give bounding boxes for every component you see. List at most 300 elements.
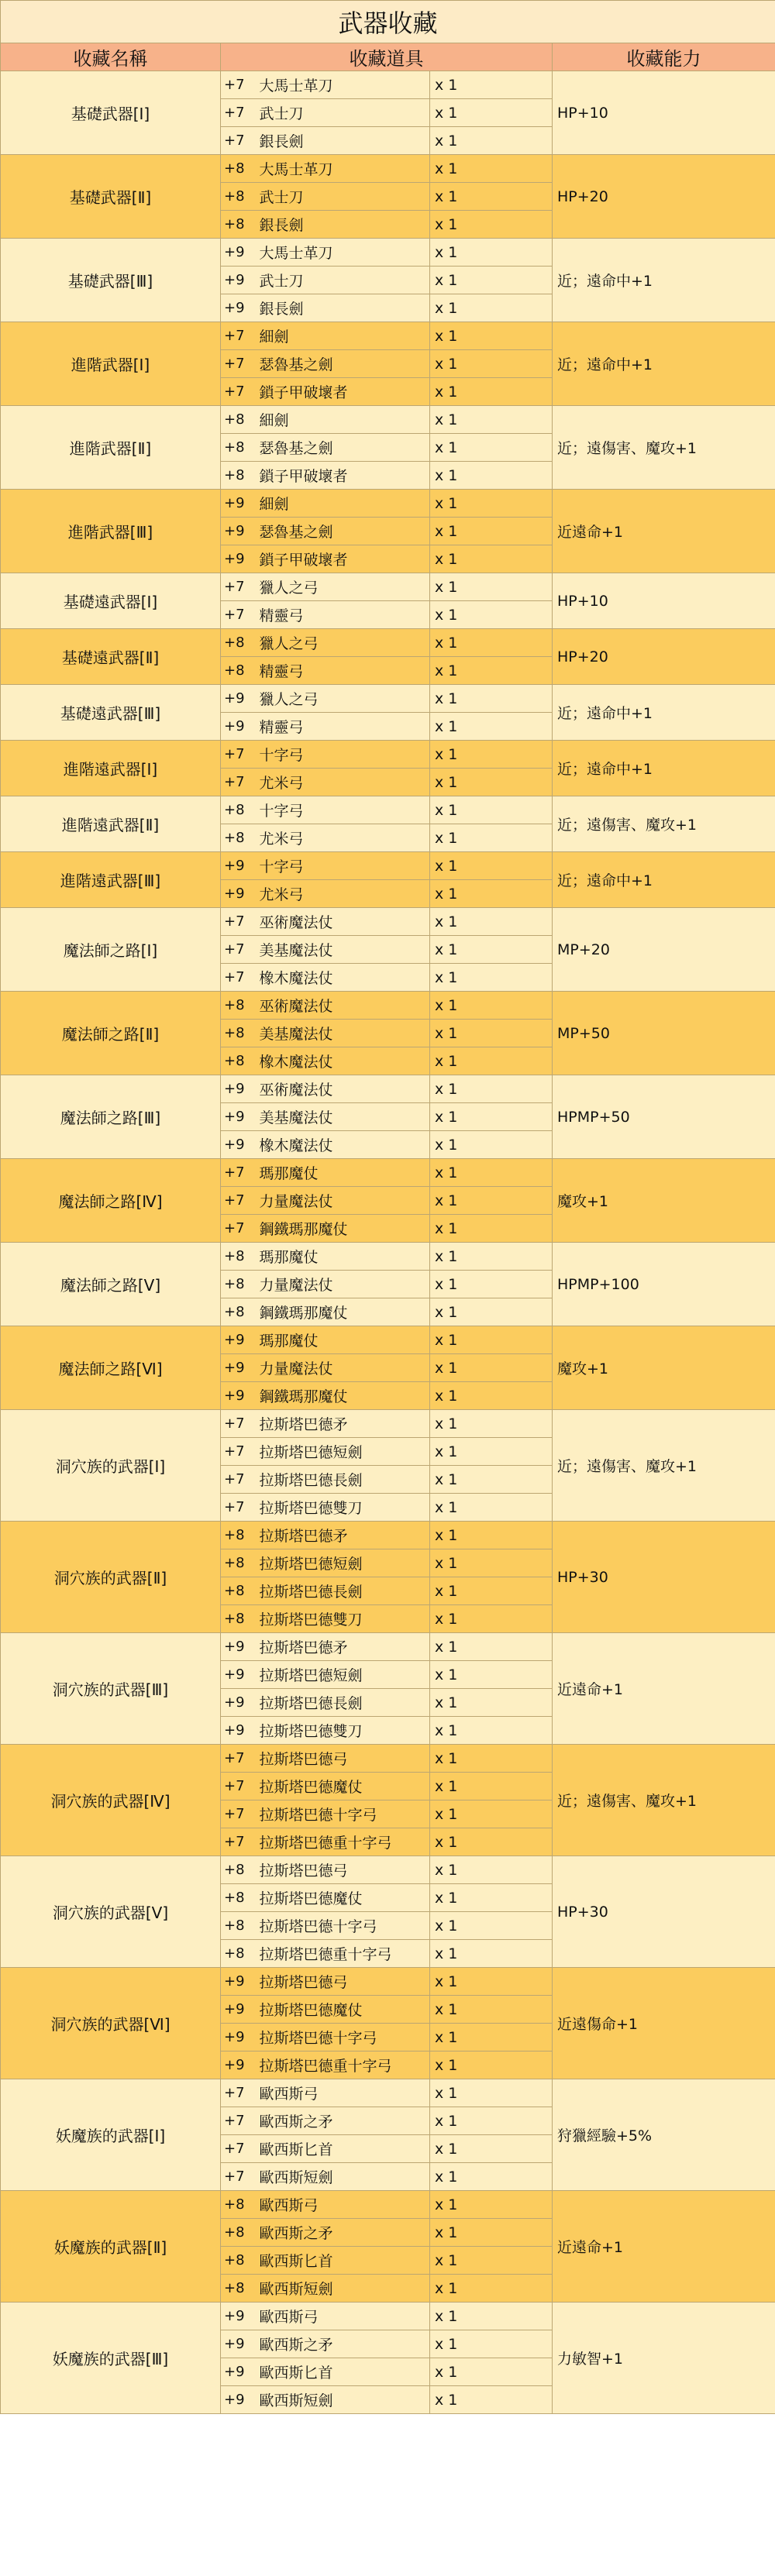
item-quantity: x 1	[430, 1912, 553, 1940]
collection-name: 魔法師之路[Ⅰ]	[1, 908, 221, 992]
table-row	[1, 155, 775, 183]
item-name: 細劍	[255, 490, 430, 518]
item-name: 拉斯塔巴德雙刀	[255, 1717, 430, 1745]
item-name: 歐西斯短劍	[255, 2275, 430, 2303]
item-enchant-level: +7	[221, 1828, 255, 1856]
item-name: 銀長劍	[255, 211, 430, 239]
item-quantity: x 1	[430, 2303, 553, 2330]
collection-ability: 近遠命+1	[553, 490, 775, 573]
item-name: 鎖子甲破壞者	[255, 462, 430, 490]
item-name: 巫術魔法仗	[255, 908, 430, 936]
collection-ability: HP+30	[553, 1856, 775, 1968]
item-name: 武士刀	[255, 183, 430, 211]
item-enchant-level: +9	[221, 239, 255, 267]
item-enchant-level: +8	[221, 1549, 255, 1577]
item-enchant-level: +7	[221, 601, 255, 629]
item-enchant-level: +9	[221, 1996, 255, 2024]
item-name: 精靈弓	[255, 713, 430, 741]
item-enchant-level: +8	[221, 1940, 255, 1968]
item-quantity: x 1	[430, 71, 553, 99]
item-name: 拉斯塔巴德弓	[255, 1745, 430, 1773]
item-quantity: x 1	[430, 1243, 553, 1271]
item-quantity: x 1	[430, 2247, 553, 2275]
collection-name: 進階武器[Ⅰ]	[1, 322, 221, 406]
item-enchant-level: +9	[221, 518, 255, 545]
item-name: 十字弓	[255, 796, 430, 824]
table-row	[1, 1075, 775, 1103]
item-quantity: x 1	[430, 1382, 553, 1410]
item-name: 瑟魯基之劍	[255, 518, 430, 545]
collection-ability: 近遠命+1	[553, 1633, 775, 1745]
collection-ability: HP+10	[553, 573, 775, 629]
item-quantity: x 1	[430, 462, 553, 490]
item-name: 尤米弓	[255, 769, 430, 796]
item-enchant-level: +9	[221, 1103, 255, 1131]
item-name: 尤米弓	[255, 824, 430, 852]
item-enchant-level: +9	[221, 1326, 255, 1354]
item-quantity: x 1	[430, 1187, 553, 1215]
collection-ability: 力敏智+1	[553, 2303, 775, 2414]
item-name: 拉斯塔巴德十字弓	[255, 1912, 430, 1940]
item-quantity: x 1	[430, 1271, 553, 1298]
item-name: 拉斯塔巴德長劍	[255, 1689, 430, 1717]
item-quantity: x 1	[430, 267, 553, 294]
item-quantity: x 1	[430, 518, 553, 545]
item-quantity: x 1	[430, 1159, 553, 1187]
item-name: 鋼鐵瑪那魔仗	[255, 1298, 430, 1326]
item-quantity: x 1	[430, 378, 553, 406]
item-name: 銀長劍	[255, 294, 430, 322]
item-name: 細劍	[255, 322, 430, 350]
item-quantity: x 1	[430, 2163, 553, 2191]
item-name: 細劍	[255, 406, 430, 434]
item-quantity: x 1	[430, 1605, 553, 1633]
item-enchant-level: +9	[221, 1661, 255, 1689]
collection-name: 進階遠武器[Ⅲ]	[1, 852, 221, 908]
item-name: 鋼鐵瑪那魔仗	[255, 1382, 430, 1410]
table-row	[1, 71, 775, 99]
item-name: 歐西斯匕首	[255, 2358, 430, 2386]
table-row	[1, 796, 775, 824]
collection-ability: HP+20	[553, 155, 775, 239]
item-name: 精靈弓	[255, 601, 430, 629]
item-quantity: x 1	[430, 936, 553, 964]
collection-name: 洞穴族的武器[Ⅲ]	[1, 1633, 221, 1745]
item-enchant-level: +8	[221, 183, 255, 211]
item-quantity: x 1	[430, 545, 553, 573]
item-enchant-level: +9	[221, 713, 255, 741]
item-enchant-level: +8	[221, 406, 255, 434]
collection-ability: 近；遠傷害、魔攻+1	[553, 1410, 775, 1522]
item-enchant-level: +7	[221, 71, 255, 99]
item-enchant-level: +9	[221, 545, 255, 573]
item-name: 大馬士革刀	[255, 239, 430, 267]
item-quantity: x 1	[430, 2275, 553, 2303]
column-header-items: 收藏道具	[221, 43, 553, 71]
item-quantity: x 1	[430, 1326, 553, 1354]
collection-name: 進階遠武器[Ⅱ]	[1, 796, 221, 852]
item-enchant-level: +7	[221, 964, 255, 992]
item-quantity: x 1	[430, 629, 553, 657]
collection-ability: HP+30	[553, 1522, 775, 1633]
item-name: 拉斯塔巴德長劍	[255, 1466, 430, 1494]
item-enchant-level: +8	[221, 462, 255, 490]
item-name: 獵人之弓	[255, 685, 430, 713]
item-quantity: x 1	[430, 1661, 553, 1689]
item-quantity: x 1	[430, 713, 553, 741]
item-quantity: x 1	[430, 1689, 553, 1717]
collection-name: 洞穴族的武器[Ⅳ]	[1, 1745, 221, 1856]
item-enchant-level: +7	[221, 2107, 255, 2135]
item-name: 歐西斯短劍	[255, 2163, 430, 2191]
item-enchant-level: +7	[221, 573, 255, 601]
item-quantity: x 1	[430, 741, 553, 769]
item-enchant-level: +9	[221, 852, 255, 880]
item-enchant-level: +8	[221, 1298, 255, 1326]
item-enchant-level: +7	[221, 350, 255, 378]
item-name: 歐西斯短劍	[255, 2386, 430, 2414]
collection-ability: 近遠命+1	[553, 2191, 775, 2303]
collection-ability: 近；遠命中+1	[553, 322, 775, 406]
item-name: 美基魔法仗	[255, 936, 430, 964]
item-enchant-level: +9	[221, 1717, 255, 1745]
item-enchant-level: +9	[221, 2358, 255, 2386]
item-quantity: x 1	[430, 1800, 553, 1828]
item-quantity: x 1	[430, 2330, 553, 2358]
item-name: 十字弓	[255, 852, 430, 880]
item-name: 拉斯塔巴德十字弓	[255, 2024, 430, 2052]
collection-name: 洞穴族的武器[Ⅵ]	[1, 1968, 221, 2079]
table-row	[1, 490, 775, 518]
item-quantity: x 1	[430, 880, 553, 908]
item-quantity: x 1	[430, 1410, 553, 1438]
table-row	[1, 685, 775, 713]
item-enchant-level: +7	[221, 99, 255, 127]
item-quantity: x 1	[430, 2358, 553, 2386]
item-name: 歐西斯弓	[255, 2303, 430, 2330]
table-row	[1, 1410, 775, 1438]
item-enchant-level: +7	[221, 1773, 255, 1800]
item-quantity: x 1	[430, 908, 553, 936]
item-enchant-level: +8	[221, 992, 255, 1020]
item-enchant-level: +9	[221, 1633, 255, 1661]
item-enchant-level: +9	[221, 1131, 255, 1159]
item-name: 拉斯塔巴德重十字弓	[255, 2052, 430, 2079]
item-enchant-level: +7	[221, 1800, 255, 1828]
item-name: 歐西斯之矛	[255, 2330, 430, 2358]
item-name: 拉斯塔巴德雙刀	[255, 1605, 430, 1633]
item-name: 拉斯塔巴德短劍	[255, 1438, 430, 1466]
item-enchant-level: +9	[221, 267, 255, 294]
table-row	[1, 239, 775, 267]
collection-ability: 近；遠傷害、魔攻+1	[553, 796, 775, 852]
item-name: 歐西斯匕首	[255, 2247, 430, 2275]
item-enchant-level: +9	[221, 2330, 255, 2358]
item-name: 銀長劍	[255, 127, 430, 155]
item-name: 拉斯塔巴德弓	[255, 1968, 430, 1996]
item-enchant-level: +7	[221, 1187, 255, 1215]
item-enchant-level: +8	[221, 2219, 255, 2247]
table-row	[1, 1243, 775, 1271]
item-enchant-level: +9	[221, 2303, 255, 2330]
item-quantity: x 1	[430, 796, 553, 824]
item-name: 美基魔法仗	[255, 1103, 430, 1131]
table-row	[1, 908, 775, 936]
item-enchant-level: +8	[221, 211, 255, 239]
collection-name: 進階武器[Ⅲ]	[1, 490, 221, 573]
collection-ability: HPMP+100	[553, 1243, 775, 1326]
collection-name: 洞穴族的武器[Ⅰ]	[1, 1410, 221, 1522]
item-name: 拉斯塔巴德魔仗	[255, 1773, 430, 1800]
item-enchant-level: +8	[221, 657, 255, 685]
item-enchant-level: +7	[221, 1466, 255, 1494]
item-quantity: x 1	[430, 294, 553, 322]
item-enchant-level: +7	[221, 2163, 255, 2191]
table-row	[1, 322, 775, 350]
item-name: 拉斯塔巴德雙刀	[255, 1494, 430, 1522]
table-row	[1, 2303, 775, 2330]
item-enchant-level: +8	[221, 1047, 255, 1075]
item-name: 橡木魔法仗	[255, 1131, 430, 1159]
item-quantity: x 1	[430, 1075, 553, 1103]
item-name: 巫術魔法仗	[255, 992, 430, 1020]
item-name: 大馬士革刀	[255, 71, 430, 99]
item-name: 拉斯塔巴德十字弓	[255, 1800, 430, 1828]
item-quantity: x 1	[430, 824, 553, 852]
table-row	[1, 1326, 775, 1354]
item-enchant-level: +9	[221, 490, 255, 518]
item-quantity: x 1	[430, 685, 553, 713]
item-name: 歐西斯之矛	[255, 2107, 430, 2135]
item-name: 瑪那魔仗	[255, 1159, 430, 1187]
collection-ability: 近；遠命中+1	[553, 239, 775, 322]
item-name: 獵人之弓	[255, 629, 430, 657]
item-enchant-level: +9	[221, 2024, 255, 2052]
item-enchant-level: +7	[221, 1159, 255, 1187]
item-quantity: x 1	[430, 1131, 553, 1159]
item-quantity: x 1	[430, 155, 553, 183]
collection-name: 進階武器[Ⅱ]	[1, 406, 221, 490]
item-enchant-level: +8	[221, 1243, 255, 1271]
item-name: 瑪那魔仗	[255, 1326, 430, 1354]
item-quantity: x 1	[430, 1828, 553, 1856]
item-enchant-level: +8	[221, 2191, 255, 2219]
item-enchant-level: +8	[221, 1271, 255, 1298]
item-enchant-level: +7	[221, 741, 255, 769]
item-quantity: x 1	[430, 657, 553, 685]
item-quantity: x 1	[430, 2052, 553, 2079]
item-name: 尤米弓	[255, 880, 430, 908]
item-quantity: x 1	[430, 1298, 553, 1326]
table-row	[1, 1159, 775, 1187]
item-name: 歐西斯弓	[255, 2191, 430, 2219]
table-row	[1, 852, 775, 880]
item-enchant-level: +7	[221, 1438, 255, 1466]
collection-ability: MP+50	[553, 992, 775, 1075]
item-quantity: x 1	[430, 2191, 553, 2219]
item-name: 鎖子甲破壞者	[255, 545, 430, 573]
item-quantity: x 1	[430, 2386, 553, 2414]
collection-ability: MP+20	[553, 908, 775, 992]
item-enchant-level: +9	[221, 880, 255, 908]
item-enchant-level: +7	[221, 1215, 255, 1243]
collection-name: 魔法師之路[Ⅴ]	[1, 1243, 221, 1326]
item-enchant-level: +9	[221, 1354, 255, 1382]
item-name: 拉斯塔巴德矛	[255, 1522, 430, 1549]
item-name: 美基魔法仗	[255, 1020, 430, 1047]
item-enchant-level: +7	[221, 936, 255, 964]
table-row	[1, 1633, 775, 1661]
item-enchant-level: +8	[221, 629, 255, 657]
collection-name: 妖魔族的武器[Ⅰ]	[1, 2079, 221, 2191]
item-name: 大馬士革刀	[255, 155, 430, 183]
collection-name: 基礎武器[Ⅰ]	[1, 71, 221, 155]
item-quantity: x 1	[430, 852, 553, 880]
item-enchant-level: +9	[221, 685, 255, 713]
item-enchant-level: +9	[221, 1382, 255, 1410]
item-quantity: x 1	[430, 490, 553, 518]
item-quantity: x 1	[430, 1773, 553, 1800]
item-name: 瑟魯基之劍	[255, 350, 430, 378]
collection-name: 洞穴族的武器[Ⅱ]	[1, 1522, 221, 1633]
item-enchant-level: +8	[221, 1856, 255, 1884]
item-enchant-level: +7	[221, 769, 255, 796]
item-enchant-level: +9	[221, 294, 255, 322]
table-row	[1, 1522, 775, 1549]
item-name: 拉斯塔巴德重十字弓	[255, 1828, 430, 1856]
item-quantity: x 1	[430, 1940, 553, 1968]
item-quantity: x 1	[430, 2135, 553, 2163]
item-enchant-level: +7	[221, 908, 255, 936]
item-enchant-level: +8	[221, 1605, 255, 1633]
collection-name: 魔法師之路[Ⅱ]	[1, 992, 221, 1075]
table-row	[1, 1856, 775, 1884]
table-row	[1, 2079, 775, 2107]
item-enchant-level: +8	[221, 155, 255, 183]
item-enchant-level: +8	[221, 1884, 255, 1912]
collection-ability: HPMP+50	[553, 1075, 775, 1159]
collection-ability: 魔攻+1	[553, 1326, 775, 1410]
item-name: 拉斯塔巴德短劍	[255, 1549, 430, 1577]
item-name: 十字弓	[255, 741, 430, 769]
item-quantity: x 1	[430, 1577, 553, 1605]
table-row	[1, 992, 775, 1020]
item-name: 拉斯塔巴德矛	[255, 1410, 430, 1438]
item-quantity: x 1	[430, 1020, 553, 1047]
item-name: 拉斯塔巴德短劍	[255, 1661, 430, 1689]
collection-name: 魔法師之路[Ⅲ]	[1, 1075, 221, 1159]
column-header-name: 收藏名稱	[1, 43, 221, 71]
item-quantity: x 1	[430, 1522, 553, 1549]
item-enchant-level: +8	[221, 1522, 255, 1549]
item-quantity: x 1	[430, 350, 553, 378]
item-enchant-level: +8	[221, 434, 255, 462]
item-enchant-level: +9	[221, 1075, 255, 1103]
item-quantity: x 1	[430, 127, 553, 155]
item-name: 力量魔法仗	[255, 1271, 430, 1298]
collection-ability: 近；遠命中+1	[553, 741, 775, 796]
collection-ability: 近；遠命中+1	[553, 685, 775, 741]
item-enchant-level: +9	[221, 1968, 255, 1996]
item-enchant-level: +8	[221, 2247, 255, 2275]
item-enchant-level: +7	[221, 2135, 255, 2163]
table-row	[1, 741, 775, 769]
item-enchant-level: +9	[221, 1689, 255, 1717]
collection-ability: 近；遠傷害、魔攻+1	[553, 406, 775, 490]
item-quantity: x 1	[430, 1884, 553, 1912]
table-row	[1, 2191, 775, 2219]
item-quantity: x 1	[430, 1354, 553, 1382]
table-title: 武器收藏	[1, 1, 775, 43]
item-enchant-level: +8	[221, 2275, 255, 2303]
item-quantity: x 1	[430, 1549, 553, 1577]
collection-name: 妖魔族的武器[Ⅱ]	[1, 2191, 221, 2303]
item-quantity: x 1	[430, 406, 553, 434]
collection-name: 洞穴族的武器[Ⅴ]	[1, 1856, 221, 1968]
collection-ability: 近；遠傷害、魔攻+1	[553, 1745, 775, 1856]
item-enchant-level: +8	[221, 1577, 255, 1605]
item-quantity: x 1	[430, 1996, 553, 2024]
collection-name: 魔法師之路[Ⅳ]	[1, 1159, 221, 1243]
collection-ability: 近；遠命中+1	[553, 852, 775, 908]
item-name: 歐西斯之矛	[255, 2219, 430, 2247]
item-quantity: x 1	[430, 1494, 553, 1522]
table-row	[1, 1745, 775, 1773]
collection-name: 妖魔族的武器[Ⅲ]	[1, 2303, 221, 2414]
item-enchant-level: +7	[221, 322, 255, 350]
item-quantity: x 1	[430, 239, 553, 267]
item-quantity: x 1	[430, 1968, 553, 1996]
item-quantity: x 1	[430, 1215, 553, 1243]
item-quantity: x 1	[430, 211, 553, 239]
item-enchant-level: +8	[221, 796, 255, 824]
item-name: 精靈弓	[255, 657, 430, 685]
item-name: 鋼鐵瑪那魔仗	[255, 1215, 430, 1243]
item-name: 拉斯塔巴德魔仗	[255, 1884, 430, 1912]
item-quantity: x 1	[430, 322, 553, 350]
item-name: 拉斯塔巴德重十字弓	[255, 1940, 430, 1968]
item-name: 獵人之弓	[255, 573, 430, 601]
item-name: 力量魔法仗	[255, 1354, 430, 1382]
item-name: 橡木魔法仗	[255, 964, 430, 992]
collection-name: 基礎遠武器[Ⅲ]	[1, 685, 221, 741]
collection-ability: 狩獵經驗+5%	[553, 2079, 775, 2191]
item-enchant-level: +7	[221, 127, 255, 155]
table-row	[1, 1968, 775, 1996]
item-quantity: x 1	[430, 1047, 553, 1075]
collection-name: 基礎武器[Ⅱ]	[1, 155, 221, 239]
item-enchant-level: +8	[221, 824, 255, 852]
item-quantity: x 1	[430, 183, 553, 211]
collection-ability: HP+20	[553, 629, 775, 685]
item-name: 歐西斯弓	[255, 2079, 430, 2107]
table-row	[1, 629, 775, 657]
item-enchant-level: +9	[221, 2052, 255, 2079]
collection-ability: 近遠傷命+1	[553, 1968, 775, 2079]
collection-name: 進階遠武器[Ⅰ]	[1, 741, 221, 796]
collection-name: 基礎武器[Ⅲ]	[1, 239, 221, 322]
item-quantity: x 1	[430, 964, 553, 992]
item-name: 武士刀	[255, 99, 430, 127]
item-quantity: x 1	[430, 1745, 553, 1773]
table-body	[1, 71, 775, 2414]
item-quantity: x 1	[430, 99, 553, 127]
item-name: 歐西斯匕首	[255, 2135, 430, 2163]
item-enchant-level: +7	[221, 2079, 255, 2107]
item-enchant-level: +7	[221, 1410, 255, 1438]
collection-name: 基礎遠武器[Ⅰ]	[1, 573, 221, 629]
item-quantity: x 1	[430, 1856, 553, 1884]
